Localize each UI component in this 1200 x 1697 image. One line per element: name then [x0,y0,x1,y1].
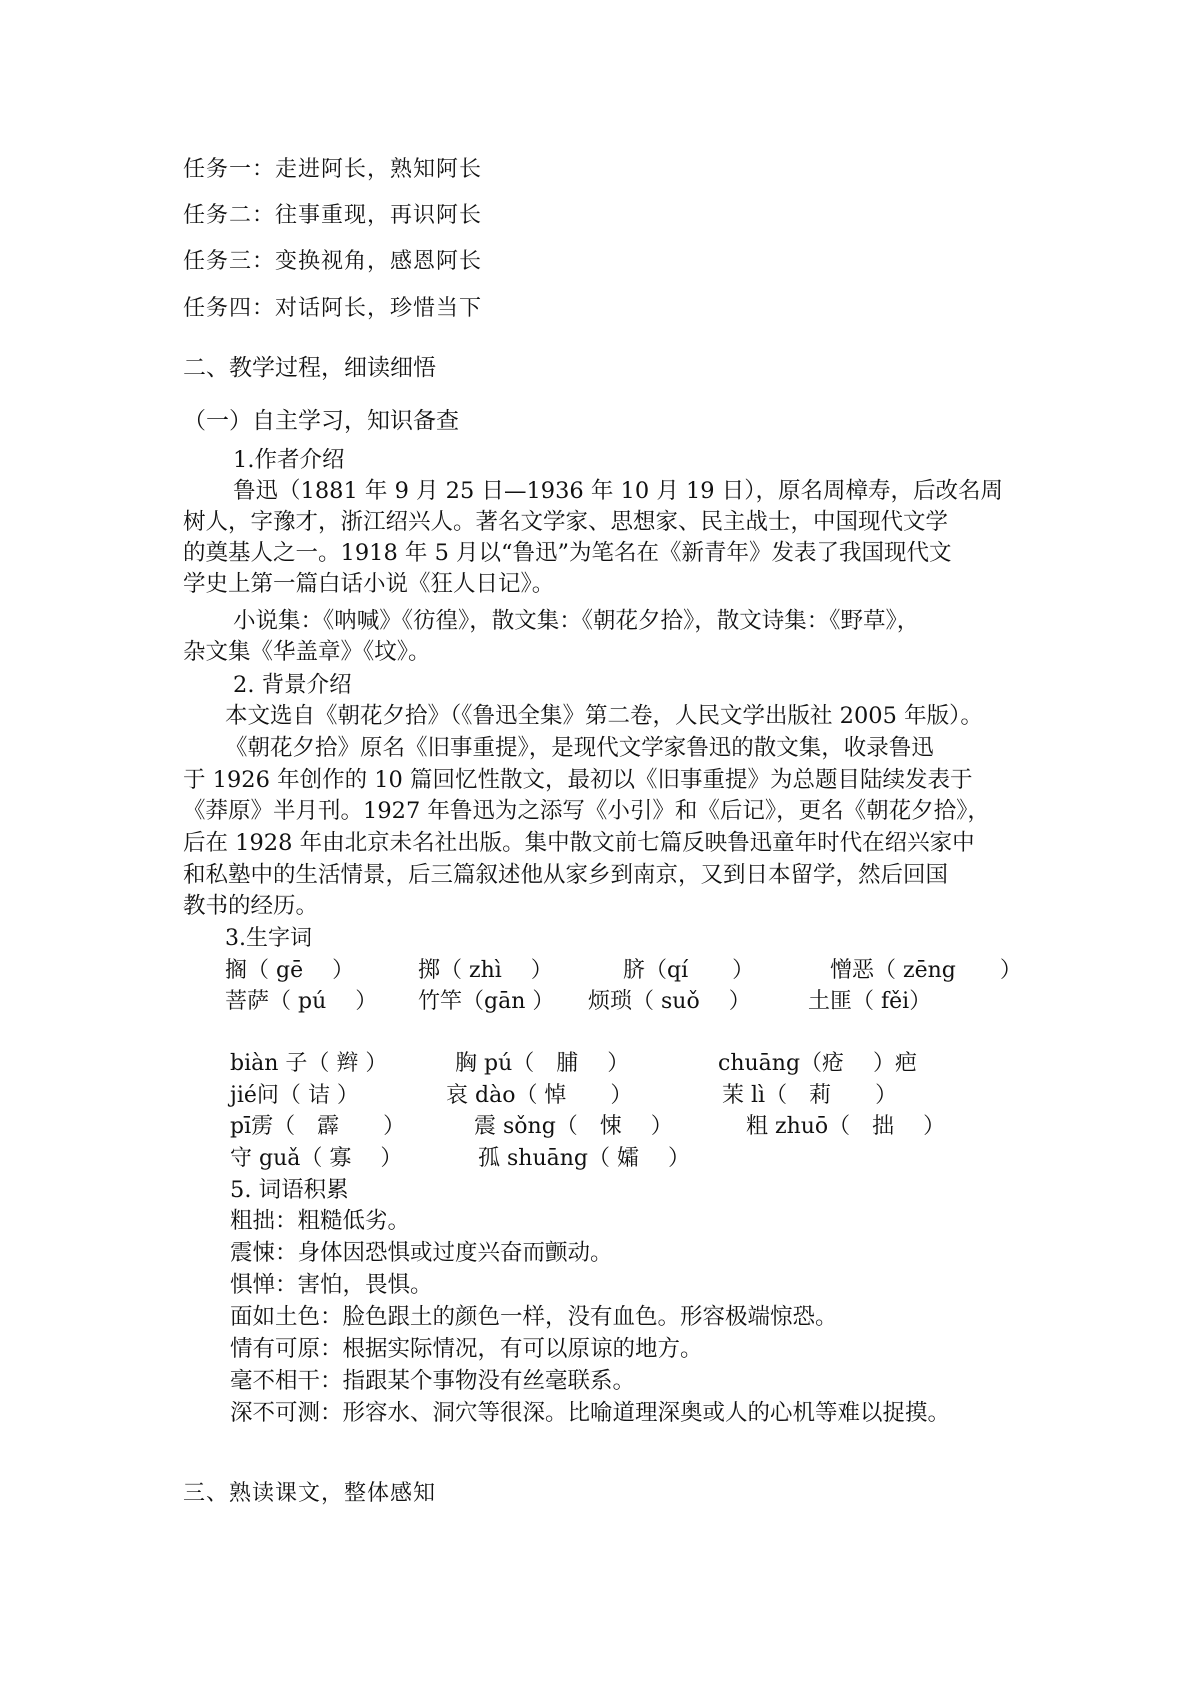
background-line: 教书的经历。 [183,893,319,919]
vocab-item: 憎恶（ zēng ） [830,958,1022,983]
vocab-item: pī雳（ 霹 ） [230,1114,406,1139]
task-2: 任务二：往事重现，再识阿长 [183,203,483,228]
word-definition: 情有可原：根据实际情况，有可以原谅的地方。 [230,1336,703,1362]
task-1: 任务一：走进阿长，熟知阿长 [183,157,483,182]
vocab-item: 震 sǒng（ 悚 ） [474,1114,673,1139]
word-definition: 粗拙：粗糙低劣。 [230,1208,411,1234]
vocab-item: 脐（qí ） [623,958,755,983]
background-line: 《朝花夕拾》原名《旧事重提》，是现代文学家鲁迅的散文集，收录鲁迅 [225,735,934,761]
vocab-item: 菩萨（ pú ） [225,989,378,1014]
vocab-item: 胸 pú（ 脯 ） [455,1051,630,1076]
word-definition: 惧惮：害怕，畏惧。 [230,1272,433,1298]
vocab-item: 哀 dào（ 悼 ） [446,1083,633,1108]
vocab-item: 土匪（ fěi） [808,989,932,1014]
vocab-item: 孤 shuāng（ 孀 ） [478,1146,690,1171]
vocab-item: 烦琐（ suǒ ） [588,989,751,1014]
vocab-item: 掷（ zhì ） [418,958,553,983]
author-line: 学史上第一篇白话小说《狂人日记》。 [183,571,555,597]
author-line: 树人，字豫才，浙江绍兴人。著名文学家、思想家、民主战士，中国现代文学 [183,509,949,535]
vocab-item: chuāng（疮 ）疤 [718,1051,918,1076]
works-line: 杂文集《华盖章》《坟》。 [183,639,431,665]
background-line: 后在 1928 年由北京未名社出版。集中散文前七篇反映鲁迅童年时代在绍兴家中 [183,830,975,856]
section-3-title: 三、熟读课文，整体感知 [183,1481,437,1506]
background-line: 和私塾中的生活情景，后三篇叙述他从家乡到南京，又到日本留学，然后回国 [183,862,949,888]
background-line: 《莽原》半月刊。1927 年鲁迅为之添写《小引》和《后记》，更名《朝花夕拾》， [183,798,990,824]
word-definition: 震悚：身体因恐惧或过度兴奋而颤动。 [230,1240,613,1266]
author-line: 鲁迅（1881 年 9 月 25 日—1936 年 10 月 19 日），原名周樟寿，后改名周 [233,478,1003,504]
task-4: 任务四：对话阿长，珍惜当下 [183,296,483,321]
background-line: 于 1926 年创作的 10 篇回忆性散文，最初以《旧事重提》为总题目陆续发表于 [183,767,973,793]
works-line: 小说集：《呐喊》《彷徨》，散文集：《朝花夕拾》，散文诗集：《野草》， [233,608,920,634]
vocab-item: 守 guǎ（ 寡 ） [230,1146,403,1171]
subsection-1-title: （一）自主学习，知识备查 [183,408,459,434]
author-line: 的奠基人之一。1918 年 5 月以“鲁迅”为笔名在《新青年》发表了我国现代文 [183,540,952,566]
vocab-item: 茉 lì（ 莉 ） [722,1083,898,1108]
author-heading: 1.作者介绍 [233,447,345,473]
word-definition: 毫不相干：指跟某个事物没有丝毫联系。 [230,1368,636,1394]
vocab-item: 搁（ gē ） [225,958,355,983]
vocab-item: jié问（ 诘 ） [230,1083,359,1108]
vocab-item: 竹竿（gān ） [418,989,555,1014]
task-3: 任务三：变换视角，感恩阿长 [183,249,483,274]
vocab-heading: 3.生字词 [225,926,312,951]
word-definition: 深不可测：形容水、洞穴等很深。比喻道理深奥或人的心机等难以捉摸。 [230,1400,951,1426]
background-heading: 2. 背景介绍 [233,672,352,698]
words-heading: 5. 词语积累 [230,1177,349,1203]
word-definition: 面如土色：脸色跟土的颜色一样，没有血色。形容极端惊恐。 [230,1304,838,1330]
background-line: 本文选自《朝花夕拾》（《鲁迅全集》第二卷，人民文学出版社 2005 年版）。 [225,703,983,729]
vocab-item: 粗 zhuō（ 拙 ） [746,1114,946,1139]
section-2-title: 二、教学过程，细读细悟 [183,355,436,381]
vocab-item: biàn 子（ 辫 ） [230,1051,388,1076]
